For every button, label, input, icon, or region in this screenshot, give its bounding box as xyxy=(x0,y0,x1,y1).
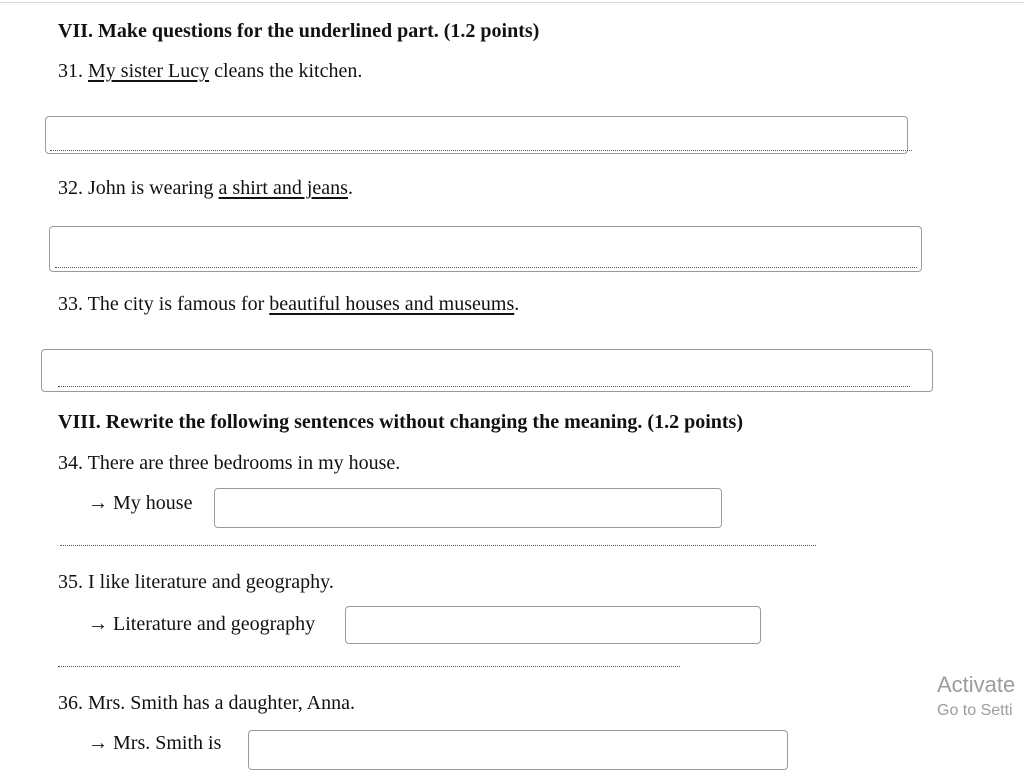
answer-input-36[interactable] xyxy=(249,731,787,769)
answer-box-34[interactable] xyxy=(214,488,722,528)
question-32-end: . xyxy=(347,177,353,199)
answer-input-33[interactable] xyxy=(42,350,932,391)
rewrite-prompt-34: → My house xyxy=(88,492,193,514)
answer-box-31[interactable] xyxy=(45,116,908,154)
answer-input-35[interactable] xyxy=(346,607,760,643)
activation-watermark-title: Activate xyxy=(937,672,1016,697)
question-31-underlined: My sister Lucy xyxy=(88,60,210,82)
dotted-line-35 xyxy=(58,666,680,667)
top-rule xyxy=(0,2,1024,3)
question-32 xyxy=(58,176,353,200)
section-8-heading: VIII. Rewrite the following sentences without changing the meaning. (1.2 points) xyxy=(58,411,743,433)
question-32-start: 32. John is wearing xyxy=(58,177,219,199)
question-31 xyxy=(58,59,362,83)
question-33-underlined: beautiful houses and museums xyxy=(269,293,515,315)
rewrite-prompt-36: → Mrs. Smith is xyxy=(88,732,222,754)
question-32-underlined: a shirt and jeans xyxy=(218,177,348,199)
question-33-start: 33. The city is famous for xyxy=(58,293,270,315)
answer-input-31[interactable] xyxy=(46,117,907,153)
section-7-heading: VII. Make questions for the underlined part. (1.2 points) xyxy=(58,20,540,42)
dotted-line-31 xyxy=(50,150,912,151)
answer-box-32[interactable] xyxy=(49,226,922,272)
rewrite-prompt-35: → Literature and geography xyxy=(88,613,316,635)
question-31-rest: cleans the kitchen. xyxy=(209,60,363,82)
answer-input-32[interactable] xyxy=(50,227,921,271)
question-33 xyxy=(58,292,519,316)
answer-box-35[interactable] xyxy=(345,606,761,644)
question-35: 35. I like literature and geography. xyxy=(58,571,334,593)
dotted-line-33 xyxy=(58,386,910,387)
dotted-line-32 xyxy=(55,267,917,268)
activation-watermark-subtitle: Go to Setti xyxy=(937,702,1013,719)
question-34: 34. There are three bedrooms in my house. xyxy=(58,452,401,474)
question-33-end: . xyxy=(514,293,520,315)
dotted-line-34 xyxy=(60,545,816,546)
question-36: 36. Mrs. Smith has a daughter, Anna. xyxy=(58,692,355,714)
answer-box-36[interactable] xyxy=(248,730,788,770)
question-31-number: 31. xyxy=(58,60,88,82)
answer-input-34[interactable] xyxy=(215,489,721,527)
